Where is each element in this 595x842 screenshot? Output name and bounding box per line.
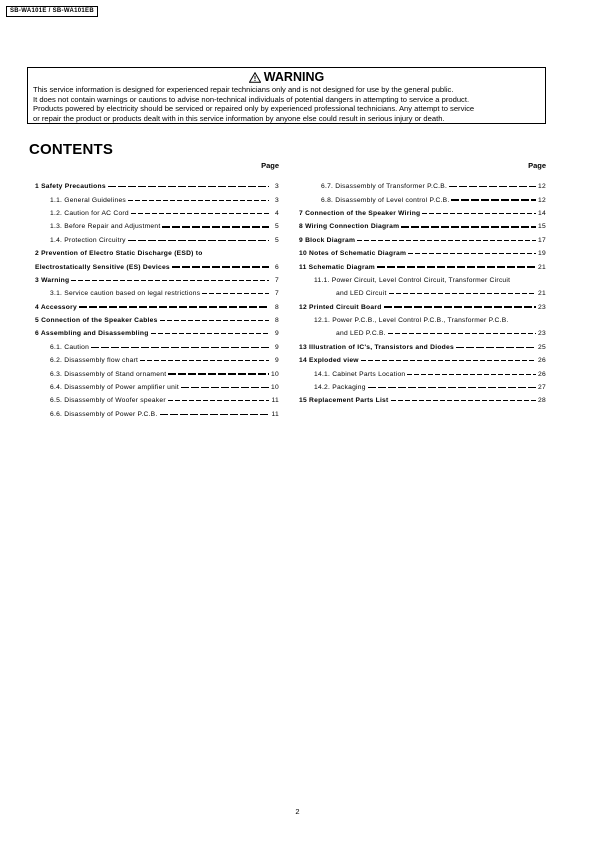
toc-entry[interactable] [299, 354, 546, 367]
toc-entry-page: 8 [275, 317, 279, 325]
toc-entry-title: 6 Assembling and Disassembling [35, 330, 149, 338]
toc-left-column [35, 161, 279, 421]
toc-entry-title: 6.1. Caution [50, 343, 90, 351]
toc-leader [456, 347, 536, 349]
toc-leader [91, 347, 269, 349]
toc-entry[interactable] [35, 327, 279, 340]
toc-entry[interactable] [35, 180, 279, 193]
toc-leader [131, 213, 269, 214]
toc-leader [361, 360, 536, 361]
toc-entry[interactable] [35, 193, 279, 206]
toc-entry-title: 1 Safety Precautions [35, 183, 106, 191]
toc-entry-title: 6.4. Disassembly of Power amplifier unit [50, 384, 179, 392]
toc-leader [388, 333, 536, 334]
toc-leader [162, 226, 269, 228]
toc-entry[interactable] [299, 287, 546, 300]
toc-entry-title: 8 Wiring Connection Diagram [299, 223, 400, 231]
toc-entry-page: 12 [538, 183, 546, 191]
toc-leader [202, 293, 269, 294]
toc-entry-page: 10 [271, 384, 279, 392]
toc-leader [71, 280, 269, 281]
toc-entry[interactable] [299, 274, 546, 287]
toc-entry[interactable] [299, 367, 546, 380]
toc-entry-title: 5 Connection of the Speaker Cables [35, 317, 158, 325]
toc-entry-title: 12.1. Power P.C.B., Level Control P.C.B., Transformer P.C.B. [314, 317, 509, 325]
toc-entry-page: 26 [538, 357, 546, 365]
toc-leader [160, 320, 269, 321]
toc-entry[interactable] [299, 381, 546, 394]
toc-leader [140, 360, 269, 361]
toc-leader [384, 306, 536, 308]
toc-entry-title: 14.2. Packaging [314, 384, 366, 392]
toc-entry-page: 15 [538, 223, 546, 231]
toc-entry-title: 1.4. Protection Circuitry [50, 236, 126, 244]
toc-entry[interactable] [35, 341, 279, 354]
toc-entry-title: 6.3. Disassembly of Stand ornament [50, 370, 167, 378]
toc-entry[interactable] [35, 354, 279, 367]
toc-entry-page: 26 [538, 370, 546, 378]
toc-entry[interactable] [35, 394, 279, 407]
toc-entry-page: 6 [275, 263, 279, 271]
toc-leader [357, 240, 536, 241]
toc-entry-title: 9 Block Diagram [299, 236, 356, 244]
toc-entry[interactable] [35, 234, 279, 247]
toc-entry-title: 4 Accessory [35, 303, 77, 311]
toc-entry-page: 11 [271, 410, 279, 418]
warning-text-line: It does not contain warnings or cautions to advise non-technical individuals of potential dangers in attempting to service a product. [33, 94, 470, 104]
page-number: 2 [295, 807, 300, 816]
toc-right-column [299, 161, 546, 408]
toc-leader [377, 266, 536, 268]
toc-entry[interactable] [35, 247, 279, 260]
toc-entry-page: 28 [538, 397, 546, 405]
toc-leader [168, 400, 269, 401]
toc-entry-title: 6.8. Disassembly of Level control P.C.B. [321, 196, 450, 204]
toc-entry[interactable] [299, 234, 546, 247]
warning-text-line: or repair the product or products dealt with in this service information by anyone else could result in serious injury or death. [33, 113, 445, 123]
toc-leader [401, 226, 536, 228]
warning-triangle-icon [249, 72, 261, 83]
toc-entry[interactable] [35, 381, 279, 394]
toc-entry-page: 3 [275, 196, 279, 204]
toc-entry-page: 19 [538, 250, 546, 258]
warning-text-line: Products powered by electricity should be serviced or repaired only by experienced professional technicians. Any attempt to service [33, 104, 475, 114]
toc-entry[interactable] [299, 180, 546, 193]
toc-entry[interactable] [35, 287, 279, 300]
toc-entry-title: 6.6. Disassembly of Power P.C.B. [50, 410, 158, 418]
toc-entry[interactable] [299, 247, 546, 260]
toc-entry[interactable] [35, 301, 279, 314]
toc-leader [168, 373, 269, 375]
toc-entry[interactable] [35, 274, 279, 287]
toc-entry-title: Electrostatically Sensitive (ES) Devices [35, 263, 170, 271]
toc-leader [451, 199, 536, 201]
toc-leader [108, 186, 269, 188]
toc-entry-page: 23 [538, 303, 546, 311]
toc-entry-title: 13 Illustration of IC's, Transistors and Diodes [299, 343, 454, 351]
toc-entry-title: and LED Circuit [336, 290, 387, 298]
toc-entry-title: and LED P.C.B. [336, 330, 386, 338]
toc-entry-page: 27 [538, 384, 546, 392]
toc-entry-title: 2 Prevention of Electro Static Discharge (ESD) to [35, 250, 203, 258]
toc-entry-title: 7 Connection of the Speaker Wiring [299, 209, 421, 217]
toc-entry-page: 5 [275, 236, 279, 244]
toc-entry[interactable] [35, 314, 279, 327]
toc-leader [128, 240, 269, 242]
toc-leader [449, 186, 536, 188]
toc-entry-title: 1.3. Before Repair and Adjustment [50, 223, 161, 231]
toc-entry[interactable] [35, 367, 279, 380]
toc-entry[interactable] [299, 220, 546, 233]
toc-entry-page: 10 [271, 370, 279, 378]
toc-leader [128, 200, 269, 201]
toc-entry-title: 3.1. Service caution based on legal restrictions [50, 290, 201, 298]
toc-entry[interactable] [299, 193, 546, 206]
toc-entry-page: 23 [538, 330, 546, 338]
page-column-label: Page [528, 161, 546, 170]
toc-entry-title: 14 Exploded view [299, 357, 359, 365]
toc-entry-title: 6.2. Disassembly flow chart [50, 357, 139, 365]
toc-leader [368, 387, 536, 389]
contents-heading: CONTENTS [29, 141, 114, 158]
toc-leader [408, 253, 536, 254]
toc-entry-title: 1.2. Caution for AC Cord [50, 209, 129, 217]
warning-title-row [33, 70, 540, 85]
warning-box [27, 67, 546, 124]
toc-entry[interactable] [299, 260, 546, 273]
toc-leader [79, 306, 269, 308]
toc-entry-page: 12 [538, 196, 546, 204]
toc-entry-title: 3 Warning [35, 276, 70, 284]
toc-entry-page: 9 [275, 330, 279, 338]
toc-leader [391, 400, 536, 401]
toc-entry[interactable] [299, 314, 546, 327]
toc-entry[interactable] [35, 260, 279, 273]
toc-leader [160, 414, 270, 416]
toc-leader [422, 213, 536, 214]
toc-entry-page: 9 [275, 343, 279, 351]
toc-entry-title: 14.1. Cabinet Parts Location [314, 370, 406, 378]
toc-entry-page: 21 [538, 290, 546, 298]
model-tag: SB-WA101E / SB-WA101EB [6, 6, 98, 17]
toc-leader [172, 266, 269, 268]
toc-entry-title: 11 Schematic Diagram [299, 263, 375, 271]
toc-entry-title: 10 Notes of Schematic Diagram [299, 250, 407, 258]
toc-entry-page: 8 [275, 303, 279, 311]
toc-entry[interactable] [299, 301, 546, 314]
toc-entry[interactable] [35, 207, 279, 220]
toc-entry-page: 5 [275, 223, 279, 231]
toc-leader [151, 333, 269, 334]
toc-entry[interactable] [35, 220, 279, 233]
toc-entry[interactable] [299, 327, 546, 340]
toc-entry-page: 4 [275, 209, 279, 217]
toc-entry-page: 21 [538, 263, 546, 271]
toc-entry-page: 7 [275, 290, 279, 298]
toc-entry[interactable] [299, 394, 546, 407]
toc-entry-title: 12 Printed Circuit Board [299, 303, 382, 311]
warning-title: WARNING [263, 70, 325, 84]
toc-entry-title: 6.5. Disassembly of Woofer speaker [50, 397, 166, 405]
toc-entry[interactable] [299, 207, 546, 220]
toc-entry-page: 3 [275, 183, 279, 191]
toc-leader [181, 387, 269, 389]
warning-text-line: This service information is designed for experienced repair technicians only and is not designed for use by the general public. [33, 85, 454, 94]
toc-leader [389, 293, 536, 294]
toc-entry[interactable] [299, 341, 546, 354]
toc-entry-title: 1.1. General Guidelines [50, 196, 127, 204]
toc-entry-page: 17 [538, 236, 546, 244]
toc-entry-page: 9 [275, 357, 279, 365]
toc-entry-title: 11.1. Power Circuit, Level Control Circuit, Transformer Circuit [314, 276, 511, 284]
toc-entry-page: 11 [271, 397, 279, 405]
toc-entry[interactable] [35, 408, 279, 421]
toc-entry-title: 15 Replacement Parts List [299, 397, 389, 405]
toc-entry-page: 25 [538, 343, 546, 351]
toc-entry-page: 7 [275, 276, 279, 284]
toc-entry-title: 6.7. Disassembly of Transformer P.C.B. [321, 183, 448, 191]
toc-leader [407, 374, 536, 375]
page-column-label: Page [261, 161, 279, 170]
toc-entry-page: 14 [538, 209, 546, 217]
